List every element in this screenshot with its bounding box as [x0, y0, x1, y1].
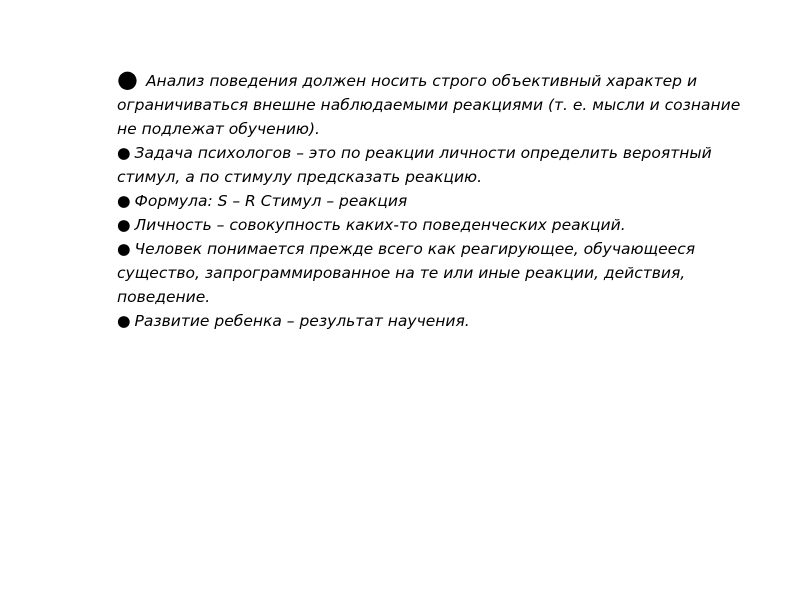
bullet-icon: ● [117, 312, 131, 330]
bullet-icon: ● [117, 216, 131, 234]
bullet-text: Личность – совокупность каких-то поведенческих реакций. [134, 216, 626, 234]
bullet-item-behavior-analysis [117, 67, 747, 141]
bullet-item-psychologist-task [117, 141, 747, 189]
bullet-list [117, 67, 747, 333]
bullet-icon: ● [117, 240, 131, 258]
bullet-item-child-development [117, 309, 747, 333]
bullet-text: Формула: S – R Стимул – реакция [134, 192, 408, 210]
bullet-item-personality [117, 213, 747, 237]
bullet-text: Анализ поведения должен носить строго объективный характер и ограничиваться внешне наблюдаемыми реакциями (т. е. мысли и сознание не подлежат обучению). [117, 72, 741, 138]
bullet-item-human [117, 237, 747, 309]
bullet-text: Человек понимается прежде всего как реагирующее, обучающееся существо, запрограммированное на те или иные реакции, действия, поведение. [117, 240, 696, 306]
bullet-item-formula [117, 189, 747, 213]
bullet-text: Развитие ребенка – результат научения. [134, 312, 470, 330]
bullet-icon: ● [117, 192, 131, 210]
bullet-icon: ● [117, 144, 131, 162]
bullet-text: Задача психологов – это по реакции личности определить вероятный стимул, а по стимулу предсказать реакцию. [117, 144, 712, 186]
bullet-icon: ● [117, 65, 138, 93]
